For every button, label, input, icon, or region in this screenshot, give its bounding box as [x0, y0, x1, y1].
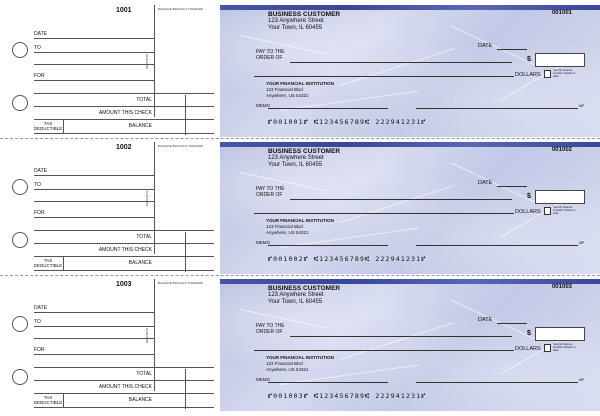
stub-number: 1001 [116, 7, 132, 14]
customer-street: 123 Anywhere Street [268, 292, 324, 298]
stub-divider [185, 232, 186, 272]
deposits-label: DEPOSITS [145, 53, 149, 69]
micr-line: ⑈001003⑈ ⑆123456789⑆ 222941231⑈ [268, 392, 427, 400]
customer-name: BUSINESS CUSTOMER [268, 11, 341, 18]
date-label: DATE [478, 180, 493, 186]
signature-line[interactable] [416, 382, 578, 383]
stub-grid-line [34, 93, 214, 94]
mp-label: MP [579, 378, 585, 382]
padlock-icon [544, 344, 551, 352]
stub-grid-line [34, 380, 214, 381]
total-label: TOTAL [136, 371, 152, 377]
stub-grid-line [34, 243, 214, 244]
stub-number: 1003 [116, 281, 132, 288]
balance-brought-forward-label: BALANCE BROUGHT FORWARD [158, 281, 204, 285]
stub-grid-line [34, 367, 214, 368]
tax-label: TAX [43, 258, 53, 263]
punch-hole-icon [12, 316, 28, 332]
pay-to-label [256, 186, 285, 198]
bank-city: Anywhere, US 54321 [266, 367, 309, 372]
date-line[interactable] [497, 49, 527, 50]
pay-to-label [256, 49, 285, 61]
stub-for-label: FOR [34, 347, 45, 353]
order-of-text: ORDER OF [256, 55, 283, 61]
stub-for-line[interactable] [34, 354, 154, 355]
signature-line[interactable] [416, 108, 578, 109]
check-body [220, 142, 600, 274]
stub-date-label: DATE [34, 305, 47, 311]
stub-to-line[interactable] [34, 326, 154, 327]
padlock-icon [544, 70, 551, 78]
punch-hole-icon [12, 179, 28, 195]
stub-for-label: FOR [34, 73, 45, 79]
check-row [0, 279, 600, 411]
perforation-line [0, 138, 600, 139]
balance-label: BALANCE [128, 260, 152, 266]
check-body [220, 5, 600, 137]
order-of-text: ORDER OF [256, 329, 283, 335]
date-label: DATE [478, 317, 493, 323]
bank-name: YOUR FINANCIAL INSTITUTION [266, 218, 334, 223]
memo-line[interactable] [268, 245, 388, 246]
stub-divider [154, 142, 155, 254]
punch-hole-icon [12, 42, 28, 58]
bank-street: 123 Financial Blvd [266, 87, 303, 92]
written-amount-line[interactable] [254, 350, 514, 351]
amount-this-check-label: AMOUNT THIS CHECK [98, 247, 152, 253]
memo-line[interactable] [268, 108, 388, 109]
bank-street: 123 Financial Blvd [266, 224, 303, 229]
check-row [0, 5, 600, 137]
amount-box[interactable] [535, 327, 585, 341]
tax-label: TAX [43, 395, 53, 400]
stub-for-line[interactable] [34, 217, 154, 218]
pay-to-text: PAY TO THE [256, 323, 285, 329]
stub-to-label: TO [34, 319, 41, 325]
security-features-text: Security features included. Details on back. [553, 206, 576, 215]
check-stub [0, 279, 218, 411]
payee-line[interactable] [290, 336, 512, 337]
deposits-label: DEPOSITS [145, 327, 149, 343]
stub-divider [185, 369, 186, 409]
stub-grid-line [34, 106, 214, 107]
pay-to-text: PAY TO THE [256, 186, 285, 192]
memo-label: MEMO [256, 377, 270, 382]
punch-hole-icon [12, 232, 28, 248]
stub-divider [185, 95, 186, 135]
security-features-text: Security features included. Details on back. [553, 69, 576, 78]
pay-to-label [256, 323, 285, 335]
tax-label: TAX [43, 121, 53, 126]
payee-line[interactable] [290, 199, 512, 200]
bank-name: YOUR FINANCIAL INSTITUTION [266, 81, 334, 86]
total-label: TOTAL [136, 97, 152, 103]
deductible-label: DEDUCTIBLE [33, 263, 63, 268]
amount-this-check-label: AMOUNT THIS CHECK [98, 110, 152, 116]
signature-line[interactable] [416, 245, 578, 246]
customer-city: Your Town, IL 60455 [268, 25, 323, 31]
dollar-sign: $ [527, 193, 531, 200]
marble-vein [340, 48, 454, 86]
deposits-label: DEPOSITS [145, 190, 149, 206]
stub-to-line-2[interactable] [34, 338, 154, 339]
stub-divider [154, 279, 155, 391]
marble-vein [340, 322, 454, 360]
check-top-band [220, 142, 600, 147]
bank-city: Anywhere, US 54321 [266, 230, 309, 235]
balance-brought-forward-label: BALANCE BROUGHT FORWARD [158, 144, 204, 148]
stub-date-line[interactable] [34, 38, 154, 39]
deductible-label: DEDUCTIBLE [33, 126, 63, 131]
order-of-text: ORDER OF [256, 192, 283, 198]
date-line[interactable] [497, 323, 527, 324]
customer-city: Your Town, IL 60455 [268, 162, 323, 168]
stub-date-line[interactable] [34, 312, 154, 313]
mp-label: MP [579, 104, 585, 108]
date-line[interactable] [497, 186, 527, 187]
check-stub [0, 142, 218, 274]
stub-date-line[interactable] [34, 175, 154, 176]
dollars-label: DOLLARS [515, 346, 541, 352]
mp-label: MP [579, 241, 585, 245]
stub-to-line[interactable] [34, 52, 154, 53]
amount-this-check-label: AMOUNT THIS CHECK [98, 384, 152, 390]
stub-to-line[interactable] [34, 189, 154, 190]
stub-date-label: DATE [34, 168, 47, 174]
dollars-label: DOLLARS [515, 72, 541, 78]
check-body [220, 279, 600, 411]
micr-line: ⑈001002⑈ ⑆123456789⑆ 222941231⑈ [268, 255, 427, 263]
stub-to-label: TO [34, 45, 41, 51]
stub-grid-line [34, 407, 214, 408]
amount-box[interactable] [535, 190, 585, 204]
deductible-label: DEDUCTIBLE [33, 400, 63, 405]
check-top-band [220, 279, 600, 284]
marble-vein [340, 185, 454, 223]
check-stub [0, 5, 218, 137]
stub-grid-line [34, 230, 214, 231]
dollar-sign: $ [527, 330, 531, 337]
customer-street: 123 Anywhere Street [268, 155, 324, 161]
pay-to-text: PAY TO THE [256, 49, 285, 55]
stub-grid-line [34, 270, 214, 271]
check-number: 001003 [551, 284, 572, 290]
customer-street: 123 Anywhere Street [268, 18, 324, 24]
written-amount-line[interactable] [254, 213, 514, 214]
check-number: 001002 [551, 147, 572, 153]
dollar-sign: $ [527, 56, 531, 63]
stub-date-label: DATE [34, 31, 47, 37]
stub-for-label: FOR [34, 210, 45, 216]
customer-name: BUSINESS CUSTOMER [268, 148, 341, 155]
balance-label: BALANCE [128, 123, 152, 129]
date-label: DATE [478, 43, 493, 49]
punch-hole-icon [12, 369, 28, 385]
amount-box[interactable] [535, 53, 585, 67]
padlock-icon [544, 207, 551, 215]
micr-line: ⑈001001⑈ ⑆123456789⑆ 222941231⑈ [268, 118, 427, 126]
stub-divider [154, 5, 155, 117]
bank-name: YOUR FINANCIAL INSTITUTION [266, 355, 334, 360]
dollars-label: DOLLARS [515, 209, 541, 215]
total-label: TOTAL [136, 234, 152, 240]
punch-hole-icon [12, 95, 28, 111]
memo-line[interactable] [268, 382, 388, 383]
check-row [0, 142, 600, 274]
stub-grid-line [34, 133, 214, 134]
bank-city: Anywhere, US 54321 [266, 93, 309, 98]
written-amount-line[interactable] [254, 76, 514, 77]
stub-to-label: TO [34, 182, 41, 188]
customer-name: BUSINESS CUSTOMER [268, 285, 341, 292]
payee-line[interactable] [290, 62, 512, 63]
check-top-band [220, 5, 600, 10]
stub-for-line[interactable] [34, 80, 154, 81]
security-features-text: Security features included. Details on back. [553, 343, 576, 352]
balance-brought-forward-label: BALANCE BROUGHT FORWARD [158, 7, 204, 11]
memo-label: MEMO [256, 240, 270, 245]
bank-street: 123 Financial Blvd [266, 361, 303, 366]
perforation-line [0, 275, 600, 276]
stub-number: 1002 [116, 144, 132, 151]
balance-label: BALANCE [128, 397, 152, 403]
stub-to-line-2[interactable] [34, 64, 154, 65]
memo-label: MEMO [256, 103, 270, 108]
customer-city: Your Town, IL 60455 [268, 299, 323, 305]
stub-to-line-2[interactable] [34, 201, 154, 202]
check-number: 001001 [551, 10, 572, 16]
